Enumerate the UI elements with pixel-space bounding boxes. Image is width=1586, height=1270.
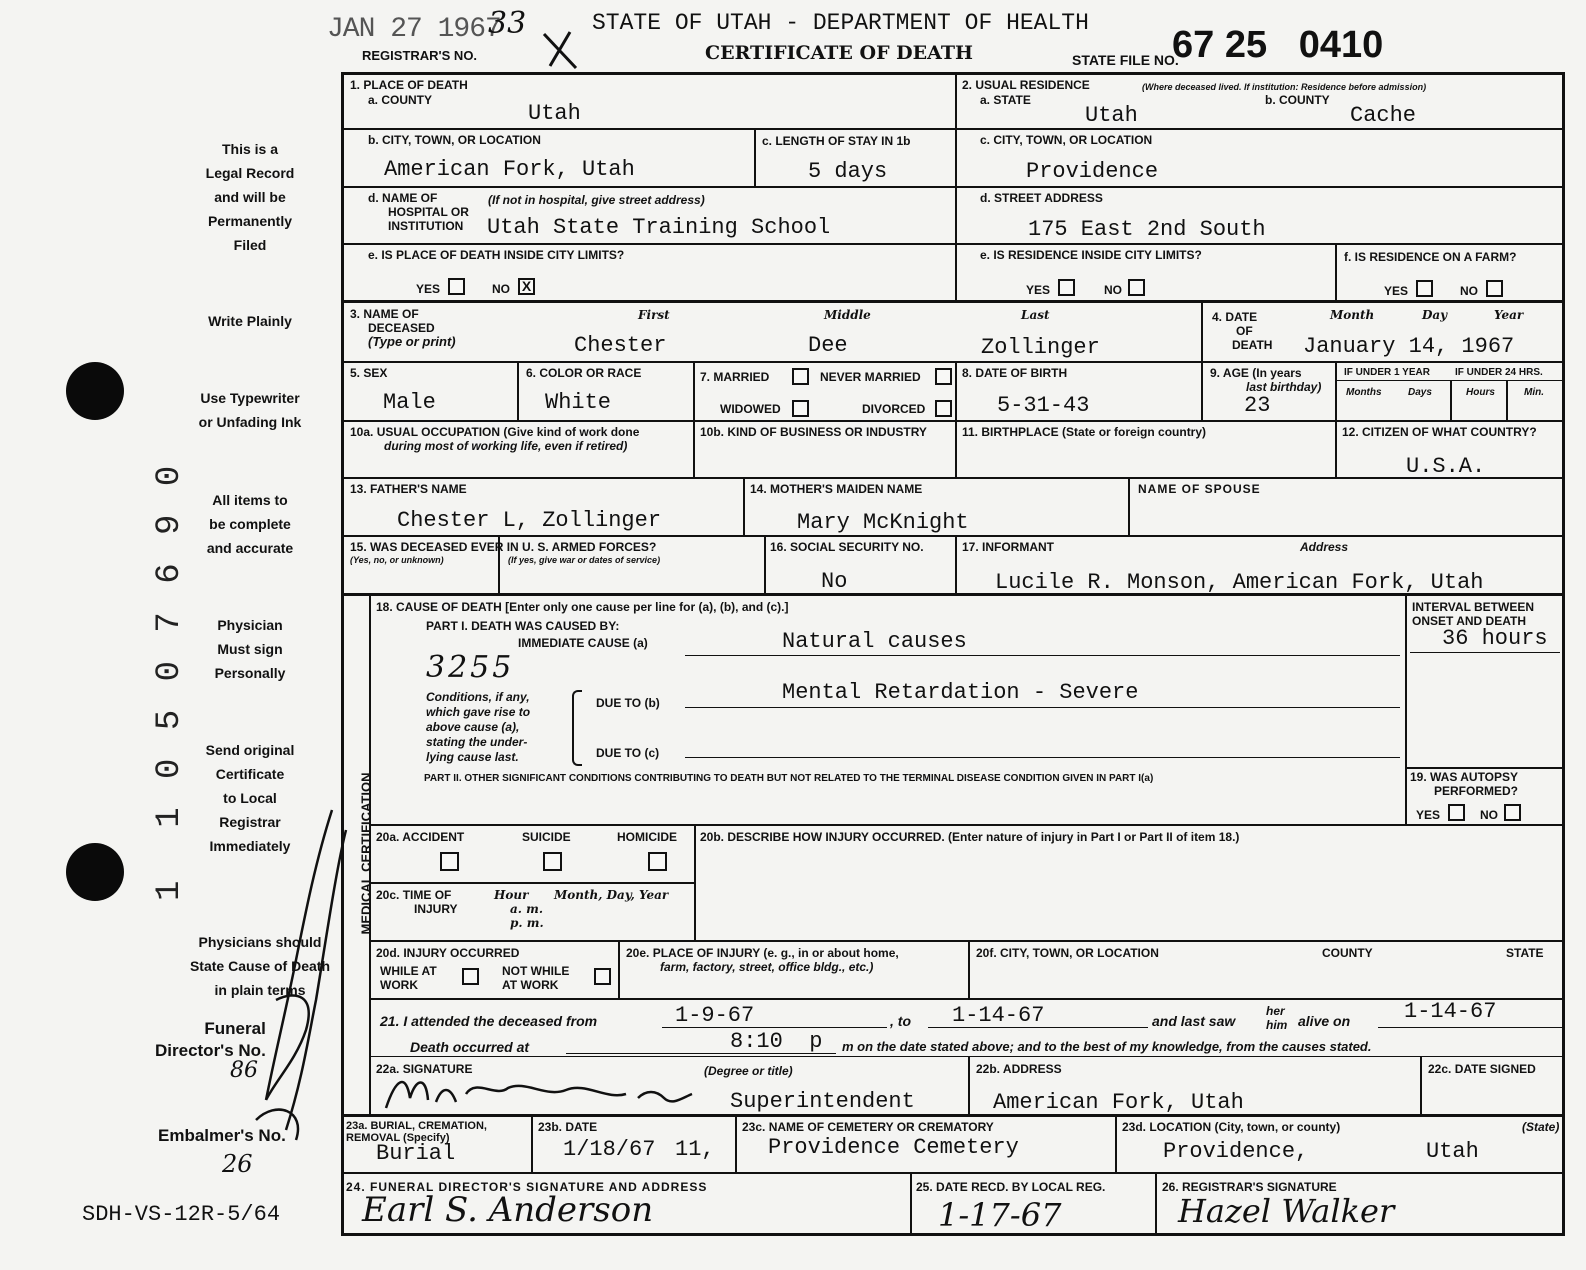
form-border: [341, 72, 1565, 1236]
label-business: 10b. KIND OF BUSINESS OR INDUSTRY: [700, 425, 927, 439]
note-send-original: Send original Certificate to Local Registrar Immediately: [205, 742, 295, 854]
label-state-a: a. STATE: [980, 93, 1031, 107]
label-part-1: PART I. DEATH WAS CAUSED BY:: [426, 619, 620, 633]
value-county-death: Utah: [528, 101, 581, 126]
registrar-label: REGISTRAR'S NO.: [362, 48, 478, 63]
label-address: Address: [1300, 540, 1349, 554]
label-ssn: 16. SOCIAL SECURITY NO.: [770, 540, 924, 554]
checkbox-accident[interactable]: [440, 852, 459, 871]
label-degree: (Degree or title): [704, 1064, 793, 1078]
value-attended-from: 1-9-67: [675, 1003, 755, 1028]
value-date-received: 1-17-67: [938, 1196, 1062, 1234]
funeral-director-number: 86: [230, 1058, 258, 1083]
checkbox-not-while-at-work[interactable]: [594, 968, 611, 985]
label-occupation: 10a. USUAL OCCUPATION (Give kind of work done during most of working life, even if retired): [350, 425, 640, 453]
label-cemetery: 23c. NAME OF CEMETERY OR CREMATORY: [742, 1120, 994, 1134]
label-conditions: Conditions, if any, which gave rise to above cause (a), stating the under- lying cause last.: [426, 690, 531, 764]
value-address-22: American Fork, Utah: [993, 1090, 1244, 1115]
label-her: her: [1266, 1004, 1285, 1018]
label-no-3: NO: [1460, 284, 1478, 298]
label-date-of-death: 4. DATE OF DEATH: [1212, 310, 1273, 352]
value-last-saw: 1-14-67: [1404, 999, 1497, 1024]
checkbox-autopsy-no[interactable]: [1504, 804, 1521, 821]
cause-code-handwritten: 3255: [426, 650, 515, 685]
value-location-23: Providence,: [1163, 1139, 1309, 1164]
value-race: White: [545, 390, 612, 415]
bracket: [572, 690, 582, 766]
embalmer-label: Embalmer's No.: [158, 1126, 286, 1145]
checkbox-death-inside-city-yes[interactable]: [448, 278, 465, 295]
value-mother: Mary McKnight: [797, 510, 969, 535]
label-days: Days: [1408, 387, 1432, 398]
label-no-1: NO: [492, 282, 510, 296]
checkbox-residence-inside-city-no[interactable]: [1128, 279, 1145, 296]
value-age: 23: [1244, 393, 1271, 418]
label-armed-forces: 15. WAS DECEASED EVER IN U. S. ARMED FORCES?: [350, 540, 657, 554]
label-hour: Hour a. m. p. m.: [494, 888, 544, 930]
value-burial-time: 11,: [675, 1137, 715, 1162]
value-father: Chester L, Zollinger: [397, 508, 662, 533]
label-armed-service-note: (If yes, give war or dates of service): [508, 555, 661, 565]
label-place-of-death: 1. PLACE OF DEATH: [350, 78, 468, 92]
label-divorced: DIVORCED: [862, 402, 926, 416]
label-date-signed: 22c. DATE SIGNED: [1428, 1062, 1536, 1076]
funeral-director-label: Funeral Director's No.: [155, 1019, 266, 1060]
value-residence-city: Providence: [1026, 159, 1159, 184]
value-ssn: No: [821, 569, 848, 594]
label-yes-autopsy: YES: [1416, 808, 1441, 822]
checkbox-homicide[interactable]: [648, 852, 667, 871]
label-city-c: c. CITY, TOWN, OR LOCATION: [980, 133, 1153, 147]
label-on-date: m on the date stated above; and to the best of my knowledge, from the causes stated.: [842, 1039, 1372, 1054]
physician-signature: [376, 1068, 706, 1118]
value-informant: Lucile R. Monson, American Fork, Utah: [995, 570, 1484, 595]
value-street: 175 East 2nd South: [1028, 217, 1266, 242]
checkbox-divorced[interactable]: [935, 400, 952, 417]
label-usual-residence: 2. USUAL RESIDENCE: [962, 78, 1090, 92]
value-first-name: Chester: [574, 333, 667, 358]
label-farm: f. IS RESIDENCE ON A FARM?: [1344, 250, 1517, 264]
label-signature: 22a. SIGNATURE: [376, 1062, 473, 1076]
value-length-stay: 5 days: [808, 159, 888, 184]
note-physicians-cause: Physicians should State Cause of Death in plain terms: [189, 934, 331, 998]
label-married: 7. MARRIED: [700, 370, 770, 384]
label-homicide: HOMICIDE: [617, 830, 677, 844]
note-physician: Physician Must sign Personally: [214, 617, 286, 681]
checkbox-married[interactable]: [792, 368, 809, 385]
label-accident: 20a. ACCIDENT: [376, 830, 465, 844]
state-file-label: STATE FILE NO.: [1072, 52, 1179, 68]
label-spouse: NAME OF SPOUSE: [1138, 482, 1261, 496]
checkbox-autopsy-yes[interactable]: [1448, 804, 1465, 821]
label-month-day-year: Month, Day, Year: [554, 888, 669, 902]
value-sex: Male: [383, 390, 436, 415]
checkbox-while-at-work[interactable]: [462, 968, 479, 985]
label-suicide: SUICIDE: [522, 830, 571, 844]
note-typewriter: Use Typewriter or Unfading Ink: [198, 390, 302, 430]
value-interval: 36 hours: [1442, 626, 1548, 651]
label-widowed: WIDOWED: [720, 402, 781, 416]
note-write-plainly: Write Plainly: [208, 313, 292, 329]
note-complete: All items to be complete and accurate: [206, 492, 294, 556]
label-attended: 21. I attended the deceased from: [380, 1013, 598, 1029]
funeral-director-signature: Earl S. Anderson: [362, 1190, 654, 1230]
label-hours: Hours: [1466, 387, 1495, 398]
form-title: CERTIFICATE OF DEATH: [705, 42, 973, 64]
label-last-saw: and last saw: [1152, 1013, 1236, 1029]
label-part-2: PART II. OTHER SIGNIFICANT CONDITIONS CONTRIBUTING TO DEATH BUT NOT RELATED TO THE TERMINAL DISEASE CONDITION GIVEN IN PART I(a): [424, 773, 1154, 784]
value-last-name: Zollinger: [981, 335, 1100, 360]
checkbox-residence-inside-city-yes[interactable]: [1058, 279, 1075, 296]
label-year: Year: [1494, 308, 1524, 322]
label-armed-note: (Yes, no, or unknown): [350, 555, 444, 565]
checkbox-widowed[interactable]: [792, 400, 809, 417]
label-age: 9. AGE (In years last birthday): [1210, 366, 1322, 394]
label-hospital: d. NAME OF HOSPITAL OR INSTITUTION: [368, 191, 469, 233]
value-residence-county: Cache: [1350, 103, 1417, 128]
label-length-stay: c. LENGTH OF STAY IN 1b: [762, 134, 911, 148]
registrar-signature: Hazel Walker: [1178, 1192, 1395, 1230]
label-never-married: NEVER MARRIED: [820, 370, 921, 384]
value-residence-state: Utah: [1085, 103, 1138, 128]
label-hospital-note: (If not in hospital, give street address): [488, 193, 705, 207]
label-citizen: 12. CITIZEN OF WHAT COUNTRY?: [1342, 425, 1537, 439]
checkbox-farm-no[interactable]: [1486, 280, 1503, 297]
value-middle-name: Dee: [808, 333, 848, 358]
label-county-injury: COUNTY: [1322, 946, 1373, 960]
label-race: 6. COLOR OR RACE: [526, 366, 642, 380]
medical-certification-label: MEDICAL CERTIFICATION: [358, 772, 374, 935]
value-death-time: 8:10 p: [730, 1029, 823, 1054]
label-registrar-signature: 26. REGISTRAR'S SIGNATURE: [1162, 1180, 1337, 1194]
label-no-autopsy: NO: [1480, 808, 1498, 822]
value-cemetery: Providence Cemetery: [768, 1135, 1019, 1160]
label-state-23: (State): [1522, 1120, 1560, 1134]
label-alive-on: alive on: [1298, 1013, 1351, 1029]
label-death-occurred: Death occurred at: [410, 1039, 530, 1055]
label-state-injury: STATE: [1506, 946, 1544, 960]
state-file-number: 67 25 0410: [1172, 24, 1384, 66]
label-location-23: 23d. LOCATION (City, town, or county): [1122, 1120, 1341, 1134]
value-attended-to: 1-14-67: [952, 1003, 1045, 1028]
checkbox-farm-yes[interactable]: [1416, 280, 1433, 297]
date-stamp: JAN 27 1967: [327, 14, 501, 45]
label-cause-of-death: 18. CAUSE OF DEATH [Enter only one cause per line for (a), (b), and (c).]: [376, 600, 789, 614]
label-under-24-hrs: IF UNDER 24 HRS.: [1455, 367, 1543, 378]
value-date-of-death: January 14, 1967: [1303, 334, 1515, 359]
label-mother: 14. MOTHER'S MAIDEN NAME: [750, 482, 923, 496]
value-hospital: Utah State Training School: [487, 215, 831, 240]
label-immediate-cause: IMMEDIATE CAUSE (a): [518, 636, 648, 650]
label-not-while-at-work: NOT WHILE AT WORK: [502, 964, 570, 992]
label-months: Months: [1346, 387, 1382, 398]
checkbox-suicide[interactable]: [543, 852, 562, 871]
label-father: 13. FATHER'S NAME: [350, 482, 467, 496]
label-no-2: NO: [1104, 283, 1122, 297]
label-burial: 23a. BURIAL, CREMATION, REMOVAL (Specify): [346, 1120, 487, 1144]
label-middle: Middle: [824, 308, 871, 322]
embalmer-number: 26: [222, 1150, 253, 1178]
label-under-1-year: IF UNDER 1 YEAR: [1344, 367, 1430, 378]
value-cause-b: Mental Retardation - Severe: [782, 680, 1139, 705]
label-due-to-c: DUE TO (c): [596, 746, 660, 760]
label-while-at-work: WHILE AT WORK: [380, 964, 437, 992]
label-address-22: 22b. ADDRESS: [976, 1062, 1062, 1076]
label-sex: 5. SEX: [350, 366, 388, 380]
label-informant: 17. INFORMANT: [962, 540, 1055, 554]
label-day: Day: [1422, 308, 1448, 322]
label-yes-2: YES: [1026, 283, 1051, 297]
label-month: Month: [1330, 308, 1375, 322]
label-date-received: 25. DATE RECD. BY LOCAL REG.: [916, 1180, 1106, 1194]
checkbox-death-inside-city-no[interactable]: X: [518, 278, 535, 295]
label-to: , to: [890, 1013, 911, 1029]
label-name-deceased: 3. NAME OF DECEASED (Type or print): [350, 307, 456, 349]
punch-hole-top: [66, 362, 124, 420]
value-cause-a: Natural causes: [782, 629, 967, 654]
label-last: Last: [1021, 308, 1050, 322]
label-county-b: b. COUNTY: [1265, 93, 1330, 107]
label-funeral-signature: 24. FUNERAL DIRECTOR'S SIGNATURE AND ADDRESS: [346, 1180, 708, 1194]
value-degree: Superintendent: [730, 1089, 915, 1114]
registrar-number-handwritten: 33: [488, 6, 527, 41]
label-injury-occurred: 20d. INJURY OCCURRED: [376, 946, 520, 960]
label-res-inside-city: e. IS RESIDENCE INSIDE CITY LIMITS?: [980, 248, 1202, 262]
label-interval: INTERVAL BETWEEN ONSET AND DEATH: [1412, 600, 1535, 628]
value-birth-date: 5-31-43: [997, 393, 1090, 418]
value-state-23: Utah: [1426, 1139, 1479, 1164]
label-city-b: b. CITY, TOWN, OR LOCATION: [368, 133, 541, 147]
label-residence-note: (Where deceased lived. If institution: Residence before admission): [1142, 82, 1427, 92]
label-birth-date: 8. DATE OF BIRTH: [962, 366, 1068, 380]
label-birthplace: 11. BIRTHPLACE (State or foreign country): [962, 425, 1207, 439]
label-county-a: a. COUNTY: [368, 93, 433, 107]
label-first: First: [638, 308, 670, 322]
checkbox-never-married[interactable]: [935, 368, 952, 385]
label-date-23b: 23b. DATE: [538, 1120, 598, 1134]
label-autopsy: 19. WAS AUTOPSY PERFORMED?: [1410, 770, 1519, 798]
handwritten-x-mark: [540, 28, 580, 72]
label-due-to-b: DUE TO (b): [596, 696, 660, 710]
agency-title: STATE OF UTAH - DEPARTMENT OF HEALTH: [592, 10, 1089, 36]
label-time-injury: 20c. TIME OF INJURY: [376, 888, 458, 916]
label-place-injury: 20e. PLACE OF INJURY (e. g., in or about home, farm, factory, street, office bldg., etc.): [626, 946, 899, 974]
note-legal: This is a Legal Record and will be Permanently Filed: [205, 141, 295, 253]
label-injury-how: 20b. DESCRIBE HOW INJURY OCCURRED. (Enter nature of injury in Part I or Part II of item 18.): [700, 830, 1240, 844]
punch-hole-bottom: [66, 843, 124, 901]
label-inside-city: e. IS PLACE OF DEATH INSIDE CITY LIMITS?: [368, 248, 625, 262]
value-citizen: U.S.A.: [1406, 454, 1486, 479]
value-burial-date: 1/18/67: [563, 1137, 656, 1162]
label-him: him: [1266, 1018, 1288, 1032]
value-burial: Burial: [376, 1141, 456, 1166]
label-street: d. STREET ADDRESS: [980, 191, 1103, 205]
vertical-serial-number: 1 1 0 5 0 7 6 9 0: [151, 461, 189, 901]
value-city-death: American Fork, Utah: [384, 157, 635, 182]
label-min: Min.: [1524, 387, 1544, 398]
label-yes-1: YES: [416, 282, 441, 296]
form-code: SDH-VS-12R-5/64: [82, 1202, 281, 1227]
label-city-injury: 20f. CITY, TOWN, OR LOCATION: [976, 946, 1159, 960]
label-yes-3: YES: [1384, 284, 1409, 298]
